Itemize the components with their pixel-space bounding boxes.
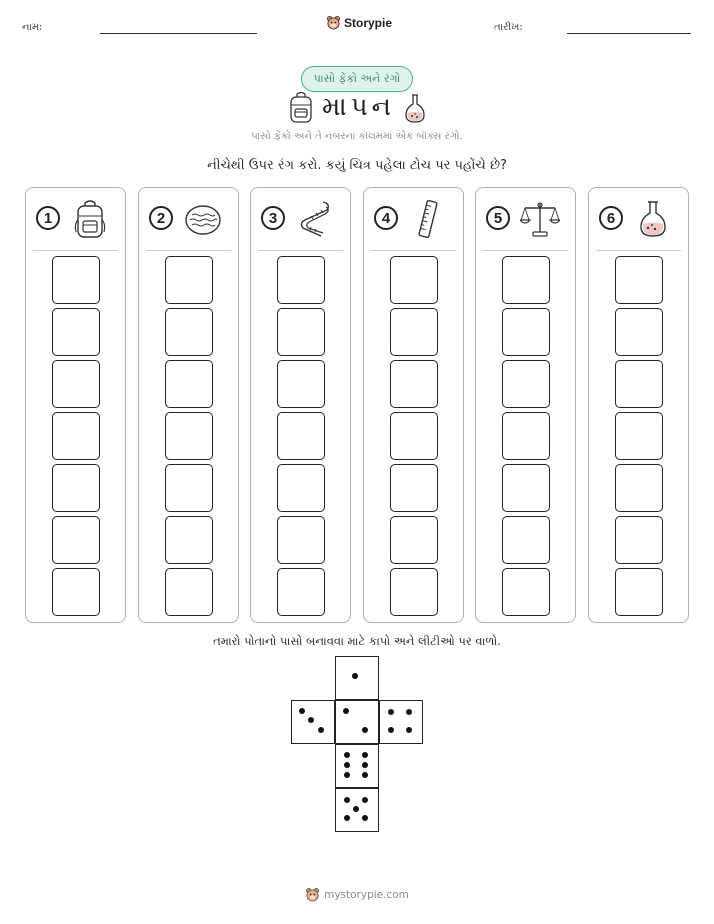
- pip: [352, 673, 358, 679]
- pip: [388, 727, 394, 733]
- color-box[interactable]: [390, 360, 438, 408]
- column-divider: [33, 250, 118, 251]
- color-box[interactable]: [277, 308, 325, 356]
- color-box[interactable]: [502, 568, 550, 616]
- balance-scale-icon: [520, 198, 560, 240]
- color-box[interactable]: [165, 308, 213, 356]
- footer-url[interactable]: mystorypie.com: [324, 888, 409, 901]
- column-2: [138, 187, 239, 623]
- column-divider: [258, 250, 343, 251]
- dice-instruction: તમારો પોતાનો પાસો બનાવવા માટે કાપો અને લીટીઓ પર વાળો.: [213, 634, 501, 648]
- game-type-badge: પાસો ફેંકો અને રંગો: [301, 66, 414, 92]
- color-box[interactable]: [390, 568, 438, 616]
- pip: [308, 717, 314, 723]
- column-4: [363, 187, 464, 623]
- column-number: 3: [261, 206, 285, 230]
- column-3: [250, 187, 351, 623]
- dice-face-4: [379, 700, 423, 744]
- pip: [362, 797, 368, 803]
- name-label: નામ:: [22, 22, 43, 33]
- color-box[interactable]: [165, 568, 213, 616]
- color-box[interactable]: [52, 412, 100, 460]
- color-box[interactable]: [165, 464, 213, 512]
- pip: [344, 815, 350, 821]
- color-box[interactable]: [390, 256, 438, 304]
- color-box[interactable]: [52, 256, 100, 304]
- column-number: 6: [599, 206, 623, 230]
- column-divider: [596, 250, 681, 251]
- color-box[interactable]: [390, 308, 438, 356]
- name-line[interactable]: [100, 33, 257, 34]
- color-box[interactable]: [165, 360, 213, 408]
- pip: [344, 752, 350, 758]
- pip: [344, 762, 350, 768]
- pip: [353, 806, 359, 812]
- date-line[interactable]: [567, 33, 691, 34]
- dice-face-3: [291, 700, 335, 744]
- pip: [299, 708, 305, 714]
- flask-title-icon: [404, 92, 426, 124]
- bear-mascot-icon: [326, 15, 341, 30]
- color-box[interactable]: [390, 516, 438, 564]
- flask-icon: [633, 198, 673, 240]
- measuring-tape-icon: [295, 198, 335, 240]
- column-5: [475, 187, 576, 623]
- pip: [344, 797, 350, 803]
- color-box[interactable]: [502, 360, 550, 408]
- color-box[interactable]: [502, 412, 550, 460]
- column-divider: [371, 250, 456, 251]
- color-box[interactable]: [615, 464, 663, 512]
- color-box[interactable]: [502, 464, 550, 512]
- color-box[interactable]: [615, 412, 663, 460]
- column-6: [588, 187, 689, 623]
- color-box[interactable]: [615, 256, 663, 304]
- pip: [406, 727, 412, 733]
- color-box[interactable]: [52, 308, 100, 356]
- pip: [343, 708, 349, 714]
- column-divider: [146, 250, 231, 251]
- dice-face-2: [335, 700, 379, 744]
- pip: [362, 752, 368, 758]
- subtitle: પાસો ફેંકો અને તે નંબરના કૉલમમાં એક બૉક્સ રંગો.: [251, 131, 463, 142]
- color-box[interactable]: [390, 464, 438, 512]
- color-box[interactable]: [52, 568, 100, 616]
- cookie-icon: [183, 198, 223, 240]
- column-number: 2: [149, 206, 173, 230]
- color-box[interactable]: [615, 308, 663, 356]
- dice-face-1: [335, 656, 379, 700]
- pip: [362, 815, 368, 821]
- color-box[interactable]: [277, 256, 325, 304]
- color-box[interactable]: [52, 464, 100, 512]
- color-box[interactable]: [165, 412, 213, 460]
- column-divider: [483, 250, 568, 251]
- color-box[interactable]: [615, 516, 663, 564]
- pip: [362, 727, 368, 733]
- question-text: નીચેથી ઉપર રંગ કરો. કયું ચિત્ર પહેલા ટોચ પર પહોંચે છે?: [207, 158, 507, 173]
- brand-name: Storypie: [344, 15, 393, 30]
- color-box[interactable]: [502, 516, 550, 564]
- backpack-icon: [70, 198, 110, 240]
- ruler-icon: [408, 198, 448, 240]
- pip: [318, 727, 324, 733]
- color-box[interactable]: [52, 516, 100, 564]
- color-box[interactable]: [52, 360, 100, 408]
- column-1: [25, 187, 126, 623]
- date-label: તારીખ:: [494, 22, 523, 33]
- backpack-title-icon: [287, 90, 315, 124]
- color-box[interactable]: [390, 412, 438, 460]
- color-box[interactable]: [615, 360, 663, 408]
- brand-logo: [326, 15, 392, 30]
- color-box[interactable]: [502, 256, 550, 304]
- dice-face-5: [335, 788, 379, 832]
- dice-face-6: [335, 744, 379, 788]
- color-box[interactable]: [277, 360, 325, 408]
- pip: [406, 709, 412, 715]
- pip: [388, 709, 394, 715]
- color-box[interactable]: [277, 568, 325, 616]
- column-number: 5: [486, 206, 510, 230]
- worksheet-title: માપન: [322, 92, 395, 122]
- color-box[interactable]: [165, 516, 213, 564]
- pip: [344, 772, 350, 778]
- bear-mascot-icon: [305, 887, 320, 902]
- color-box[interactable]: [277, 516, 325, 564]
- color-box[interactable]: [165, 256, 213, 304]
- column-number: 1: [36, 206, 60, 230]
- column-number: 4: [374, 206, 398, 230]
- pip: [362, 762, 368, 768]
- color-box[interactable]: [277, 412, 325, 460]
- pip: [362, 772, 368, 778]
- color-box[interactable]: [277, 464, 325, 512]
- footer: [305, 887, 409, 902]
- color-box[interactable]: [615, 568, 663, 616]
- color-box[interactable]: [502, 308, 550, 356]
